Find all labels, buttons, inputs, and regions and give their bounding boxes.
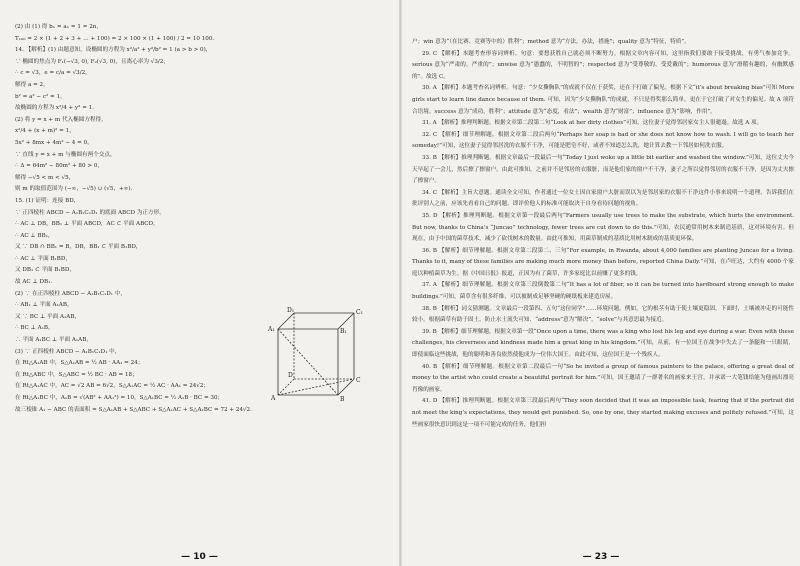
left-text-line: 解得 −√5 < m < √5， xyxy=(15,174,75,181)
label-c: C xyxy=(356,377,361,384)
left-page xyxy=(0,0,399,566)
left-text-line: (3) ∵ 正四棱柱 ABCD − A₁B₁C₁D₁ 中， xyxy=(15,348,121,355)
answer-paragraph: 35. D 【解析】推理判断题。根据文章第一段最后两句“Farmers usually use trees to make the substrate, which hurts the environment. But now, thanks to China’s “Juncao” technology, fewer trees are cut down to do this.”可知，农民通常用树木来制造基质，这对环境有害。但现在，由于中国的菌草技术，减少了砍伐树木的数量。由此可推知，用菌草制成的基质比用树木制成的基质更环保。 xyxy=(412,212,794,243)
right-page-number xyxy=(402,552,800,562)
prism-figure xyxy=(250,307,385,405)
right-column xyxy=(412,37,794,431)
left-text-line: 14. 【解析】(1) 由题意知，设椭圆的方程为 x²/a² + y²/b² = 1 (a > b > 0)， xyxy=(15,47,212,54)
left-text-line: x²/4 + (x + m)² = 1， xyxy=(15,128,75,135)
left-text-line: ∴ BC ⊥ A₁B， xyxy=(15,325,54,332)
left-text-line: ∴ 平面 A₁BC ⊥ 平面 A₁AB， xyxy=(15,337,92,344)
answer-paragraph: 36. B 【解析】细节理解题。根据文章第二段第二、三句“For example, in Rwanda, about 4,000 families are planting Juncao for a living. Thanks to it, many of these families are making much more money than before, reported China Daily.”可知，在卢旺达，大约有 4000 个家庭以种植菌草为生。据《中国日报》报道，正因为有了菌草，许多家庭比以前赚了更多的钱。 xyxy=(412,247,794,277)
answer-paragraph: 29. C 【解析】本题考查形容词辨析。句意：要想获胜自己就必须不断努力。根据文章内容可知，这里指我们要敢于接受挑战，有勇气参加竞争。serious 意为“严肃的，严重的”；unwise 意为“愚蠢的，不明智的”；respected 意为“受尊敬的，受爱戴的”；humorous 意为“滑稽有趣的，有幽默感的”。故选 C。 xyxy=(412,50,794,80)
left-text-line: 5x² + 8mx + 4m² − 4 = 0， xyxy=(15,139,93,146)
left-text-line: 故 AC ⊥ DB₁. xyxy=(15,279,53,286)
left-text-line: 在 Rt△ABC 中，S△ABC = ½ BC · AB = 18； xyxy=(15,371,138,378)
answer-paragraph: 32. C 【解析】细节理解题。根据文章第二段后两句“Perhaps her soap is bad or she does not know how to wash. I will go to teach her someday!”可知，这位妻子觉得邻居洗的衣服不干净，可能是肥皂不好，或者不知道怎么洗，她计算去教一下邻居如何洗衣服。 xyxy=(412,131,794,150)
answer-paragraph: 40. B 【解析】细节理解题。根据文章第二段最后一句“So he invited a group of famous painters to the palace, offering a great deal of money to the artist who could create a beautiful portrait for him.”可知，国王邀请了一群著名的画家来王宫，并承诺一大笔钱给能为他画出漂亮肖像的画家。 xyxy=(412,363,794,393)
left-text-line: ∴ AC ⊥ BB₁， xyxy=(15,232,54,239)
left-text-line: ∴ AB₁ ⊥ 平面 A₁AB， xyxy=(15,302,73,309)
answer-paragraph: 38. B 【解析】词义猜测题。文章最后一段第四、五句“这位同学”……环境问题。例如，它的根茎有助于使土壤更稳固。下面时，土壤被冲走的可能性较小。根据菌草有助于固土，防止水土流失可知，“address”意为“解决”，“solve”与其意思最为接近。 xyxy=(412,305,794,324)
label-d: D xyxy=(288,372,293,379)
left-text-line: ∴ AC ⊥ 平面 B₁BD， xyxy=(15,255,71,262)
left-text-line: 在 Rt△A₁AB 中，S△A₁AB = ½ AB · AA₁ = 24； xyxy=(15,360,144,367)
left-text-line: ∵ 正四棱柱 ABCD − A₁B₁C₁D₁ 的底面 ABCD 为正方形， xyxy=(15,209,165,216)
right-folio-text: — 23 — xyxy=(582,552,620,562)
answer-paragraph: 34. C 【解析】主旨大意题。通读全文可知，作者通过一位女士因自家窗户太脏而误以为是邻居家的衣服不干净这件小事来说明一个道理，告诉我们在批评别人之前，应该先看看自己的问题，即评价他人的标准可能取决于自身看待问题的视角。 xyxy=(412,189,794,208)
left-text-line: 故椭圆的方程为 x²/4 + y² = 1. xyxy=(15,105,95,112)
left-text-line: 又 ∵ BC ⊥ 平面 A₁AB， xyxy=(15,313,81,320)
label-a: A xyxy=(271,395,276,402)
left-text-line: (2) 由 (1) 得 bₙ = aₙ = 1 = 2n， xyxy=(15,24,102,30)
answer-paragraph: 41. D 【解析】推理判断题。根据文章第三段最后两句“They soon decided that it was an impossible task, fearing that if the portrait did not meet the king’s expectations, they would get punished. So, one by one, they started making excuses and politely refused.”可知，这些画家很快意识到这是一项不可能完成的任务，他们担 xyxy=(412,398,794,428)
answer-paragraph: 30. A 【解析】本题考查名词辨析。句意：“少女撕胸队”的成就不仅在于获奖，还在于打破了偏见。根据下文“it’s about breaking bias”可知 More girls start to learn line dance because of them. 可知，因为“少女撕胸队”的成就，不只是得奖那么简单，更在于它打破了对女生的偏见。故 A 项符合语境。success 意为“成功，胜利”；attitude 意为“态度，看法”；wealth 意为“财富”；influence 意为“影响，作用”。 xyxy=(412,85,794,115)
left-text-line: ∵ 椭圆的焦点为 F₁(−√3, 0), F₂(√3, 0)，且离心率为 √3/2， xyxy=(15,58,169,65)
label-b: B xyxy=(340,396,345,403)
label-a1: A₁ xyxy=(268,326,275,333)
left-text-line: (2) 将 y = x + m 代入椭圆方程得， xyxy=(15,116,107,123)
left-text-line: 在 Rt△A₁AC 中，AC = √2 AB = 6√2，S△A₁AC = ½ AC · AA₁ = 24√2； xyxy=(15,383,210,390)
left-text-line: 在 Rt△A₁BC 中，A₁B = √(AB² + AA₁²) = 10，S△A₁BC = ½ A₁B · BC = 30； xyxy=(15,395,224,401)
answer-paragraph: 33. B 【解析】推理判断题。根据文章最后一段最后一句“Today I just woke up a little bit earlier and washed the window.”可知，这位丈夫今天早起了一会儿，然后擦了擦窗户。由此可推知，之前并不是邻居的衣服脏，而是他们家的窗户不干净，妻子之所以觉得邻居的衣服不干净，是因为丈夫擦了擦窗户。 xyxy=(412,154,794,185)
left-text-line: b² = a² − c² = 1， xyxy=(15,93,66,100)
label-b1: B₁ xyxy=(340,328,347,335)
answer-paragraph: 37. A 【解析】细节理解题。根据文章第三段倒数第二句“It has a lot of fiber, so it can be turned into hardboard strong enough to make buildings.”可知，菌草含有很多纤维，可以被制成足够坚硬的硬纸板来建造房屋。 xyxy=(412,282,794,301)
answer-paragraph: 户；win 意为“（在比赛、竞赛等中的）胜利”；method 意为“方法，办法，措施”；quality 意为“特征，特质”。 xyxy=(412,39,690,45)
left-text-line: 又 ∵ DB ∩ BB₁ = B，DB，BB₁ ⊂ 平面 B₁BD， xyxy=(15,244,142,251)
left-text-line: 解得 a = 2， xyxy=(15,81,49,88)
left-text-line: ∵ 直线 y = x + m 与椭圆有两个交点， xyxy=(15,151,116,158)
left-text-line: ∴ AC ⊥ DB，BB₁ ⊥ 平面 ABCD，AC ⊂ 平面 ABCD， xyxy=(15,221,159,228)
left-text-line: (2) ∵ 在正四棱柱 ABCD − A₁B₁C₁D₁ 中， xyxy=(15,290,126,297)
right-page xyxy=(402,0,800,566)
left-text-line: T₁₀₀ = 2 × (1 + 2 + 3 + … + 100) = 2 × 100 × (1 + 100) / 2 = 10 100. xyxy=(15,35,215,42)
left-text-line: ∴ Δ = 64m² − 80m² + 80 > 0， xyxy=(15,163,103,170)
answer-paragraph: 39. B 【解析】细节理解题。根据文章第一段“Once upon a time, there was a king who lost his leg and eye during a war. Even with these challenges, his cleverness and kindness made him a great king in his kingdom.”可知，从前，有一位国王在战争中失去了一条腿和一只眼睛，即使面临这些挑战，他的聪明和善良依然使他成为一位伟大国王。由此可知，这位国王是一个残疾人。 xyxy=(412,328,795,359)
left-text-line: 故三棱锥 A₁ − ABC 的表面积 = S△A₁AB + S△ABC + S△A₁AC + S△A₁BC = 72 + 24√2. xyxy=(15,406,252,413)
left-text-line: 15. (1) 证明：连接 BD， xyxy=(15,197,80,204)
label-d1: D₁ xyxy=(287,307,295,314)
left-text-line: 则 m 的取值范围为 (−∞，−√5) ∪ (√5，+∞). xyxy=(15,186,133,193)
left-page-number xyxy=(0,552,399,562)
left-folio-text: — 10 — xyxy=(181,552,218,562)
left-text-line: ∴ c = √3，e = c/a = √3/2， xyxy=(15,70,91,77)
answer-paragraph: 31. A 【解析】推理判断题。根据文章第二段第二句“Look at her dirty clothes”可知，这位妻子觉得邻居家女主人很邋遢。故选 A 项。 xyxy=(422,120,763,127)
label-c1: C₁ xyxy=(356,309,363,316)
left-text-line: 又 DB₁ ⊂ 平面 B₁BD， xyxy=(15,267,75,274)
